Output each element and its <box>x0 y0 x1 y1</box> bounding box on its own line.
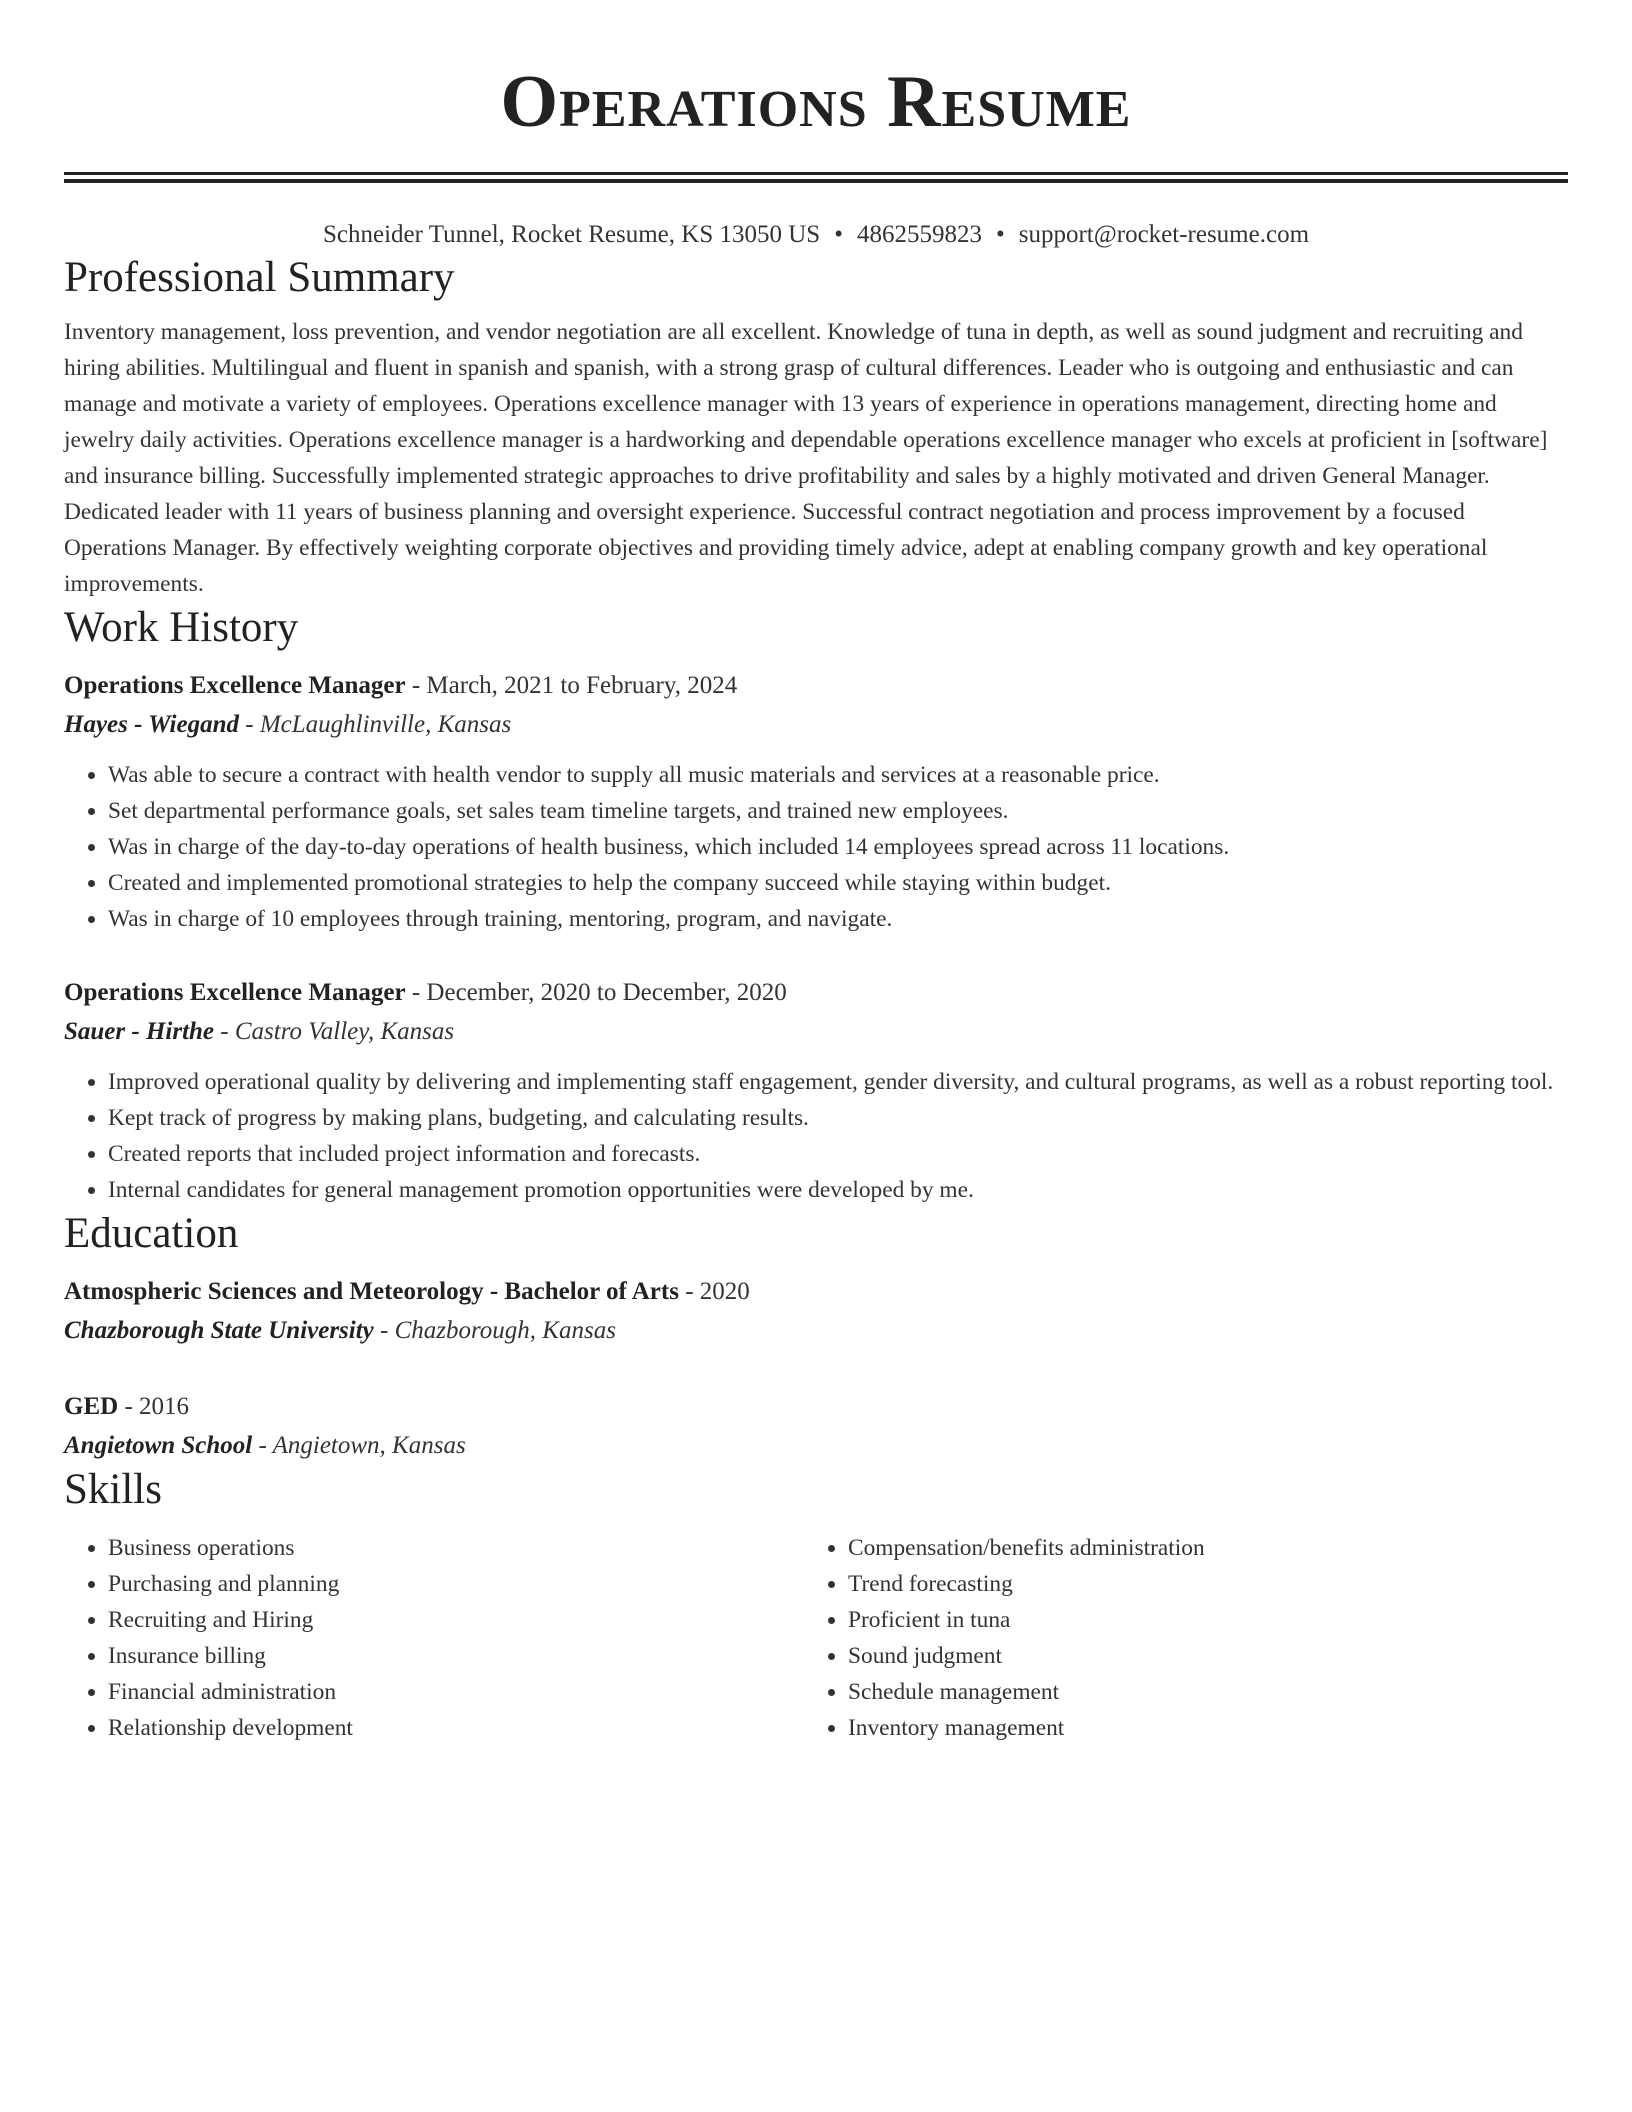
job-location: - Castro Valley, Kansas <box>214 1018 455 1045</box>
education-year: - 2016 <box>118 1393 190 1420</box>
education-school: Angietown School <box>64 1432 253 1459</box>
skill-item: • Trend forecasting <box>848 1566 1564 1602</box>
title-double-rule <box>64 172 1568 182</box>
education-location: - Chazborough, Kansas <box>373 1317 616 1344</box>
contact-phone: 4862559823 <box>856 221 982 248</box>
education-year: - 2020 <box>678 1278 750 1305</box>
skill-item: • Recruiting and Hiring <box>108 1602 804 1638</box>
skill-item: • Business operations <box>108 1530 804 1566</box>
job-title: Operations Excellence Manager <box>64 979 406 1006</box>
education-school-line <box>64 1313 1568 1349</box>
job-bullet: • Created and implemented promotional strategies to help the company succeed while staying within budget. <box>108 865 1568 901</box>
skill-item: • Schedule management <box>848 1674 1564 1710</box>
education-heading: Education <box>64 1210 239 1257</box>
job-company: Hayes - Wiegand <box>64 711 239 738</box>
education-entry <box>64 1274 1568 1349</box>
skill-item: • Proficient in tuna <box>848 1602 1564 1638</box>
job-bullets <box>64 1064 1568 1208</box>
contact-email: support@rocket-resume.com <box>1018 221 1310 248</box>
job-entry <box>64 975 1568 1208</box>
education-header <box>64 1274 1568 1310</box>
job-entry <box>64 668 1568 937</box>
skills-list-right <box>804 1530 1564 1746</box>
skill-item: • Inventory management <box>848 1710 1564 1746</box>
job-bullet: • Improved operational quality by delivering and implementing staff engagement, gender diversity, and cultural programs, as well as a robust reporting tool. <box>108 1064 1568 1100</box>
skills-list-left <box>64 1530 804 1746</box>
job-bullet: • Was in charge of 10 employees through training, mentoring, program, and navigate. <box>108 901 1568 937</box>
job-bullet: • Created reports that included project information and forecasts. <box>108 1136 1568 1172</box>
contact-address: Schneider Tunnel, Rocket Resume, KS 13050 US <box>322 221 821 248</box>
work-history-heading: Work History <box>64 604 299 651</box>
job-location: - McLaughlinville, Kansas <box>239 711 512 738</box>
job-bullet: • Was in charge of the day-to-day operations of health business, which included 14 employees spread across 11 locations. <box>108 829 1568 865</box>
bullet-separator: • <box>995 221 1005 248</box>
job-title: Operations Excellence Manager <box>64 672 406 699</box>
job-dates: - March, 2021 to February, 2024 <box>405 672 738 699</box>
skill-item: • Financial administration <box>108 1674 804 1710</box>
education-entry <box>64 1389 1568 1464</box>
skill-item: • Insurance billing <box>108 1638 804 1674</box>
skill-item: • Purchasing and planning <box>108 1566 804 1602</box>
job-company: Sauer - Hirthe <box>64 1018 215 1045</box>
job-bullet: • Set departmental performance goals, set sales team timeline targets, and trained new employees. <box>108 793 1568 829</box>
skills-heading: Skills <box>64 1466 162 1513</box>
job-dates: - December, 2020 to December, 2020 <box>405 979 787 1006</box>
summary-text: Inventory management, loss prevention, and vendor negotiation are all excellent. Knowledge of tuna in depth, as well as sound judgment and recruiting and hiring abilities. Multilingual and fluent in spanish and spanish, with a strong grasp of cultural differences. Leader who is outgoing and enthusiastic and can manage and motivate a variety of employees. Operations excellence manager with 13 years of experience in operations management, directing home and jewelry daily activities. Operations excellence manager is a hardworking and dependable operations excellence manager who excels at proficient in [software] and insurance billing. Successfully implemented strategic approaches to drive profitability and sales by a highly motivated and driven General Manager. Dedicated leader with 11 years of business planning and oversight experience. Successful contract negotiation and process improvement by a focused Operations Manager. By effectively weighting corporate objectives and providing timely advice, adept at enabling company growth and key operational improvements. <box>64 319 1548 597</box>
job-bullet: • Was able to secure a contract with health vendor to supply all music materials and services at a reasonable price. <box>108 757 1568 793</box>
education-degree: Atmospheric Sciences and Meteorology - Bachelor of Arts <box>64 1278 679 1305</box>
job-bullets <box>64 757 1568 937</box>
job-bullet: • Kept track of progress by making plans, budgeting, and calculating results. <box>108 1100 1568 1136</box>
education-header <box>64 1389 1568 1425</box>
job-employer-line <box>64 1014 1568 1050</box>
education-school: Chazborough State University <box>64 1317 374 1344</box>
job-header <box>64 975 1568 1011</box>
education-location: - Angietown, Kansas <box>252 1432 466 1459</box>
job-employer-line <box>64 707 1568 743</box>
skill-item: • Compensation/benefits administration <box>848 1530 1564 1566</box>
bullet-separator: • <box>834 221 843 248</box>
job-header <box>64 668 1568 704</box>
resume-title: Operations Resume <box>500 61 1132 143</box>
education-degree: GED <box>64 1393 119 1420</box>
job-bullet: • Internal candidates for general management promotion opportunities were developed by me. <box>108 1172 1568 1208</box>
education-school-line <box>64 1428 1568 1464</box>
skill-item: • Sound judgment <box>848 1638 1564 1674</box>
contact-line <box>64 218 1568 252</box>
skills-grid <box>64 1530 1568 1746</box>
summary-heading: Professional Summary <box>64 254 455 301</box>
skill-item: • Relationship development <box>108 1710 804 1746</box>
